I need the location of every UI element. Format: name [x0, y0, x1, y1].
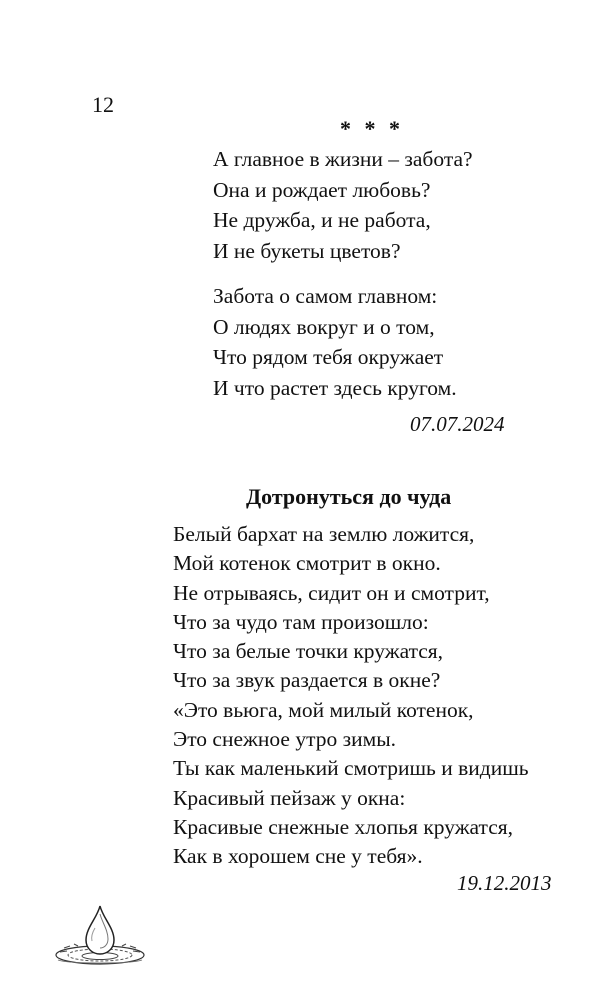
- poem-line: Что рядом тебя окружает: [213, 345, 444, 369]
- poem-line: Что за чудо там произошло:: [173, 609, 429, 634]
- poem-line: Красивые снежные хлопья кружатся,: [173, 814, 514, 839]
- poem-1-date: 07.07.2024: [410, 412, 505, 436]
- drop-emblem-icon: [50, 900, 150, 970]
- poem-2-body: [173, 520, 529, 872]
- poem-1-stanza-1: [213, 144, 473, 266]
- poem-line: Как в хорошем сне у тебя».: [173, 844, 423, 869]
- poem-line: И что растет здесь кругом.: [213, 375, 457, 400]
- poem-2-title: Дотронуться до чуда: [246, 484, 452, 509]
- poem-line: Не дружба, и не работа,: [213, 208, 431, 232]
- poem-1-stanza-2: [213, 281, 457, 403]
- poem-line: А главное в жизни – забота?: [213, 147, 473, 171]
- poem-line: Красивый пейзаж у окна:: [173, 785, 406, 810]
- poem-line: И не букеты цветов?: [213, 238, 401, 263]
- poem-line: «Это вьюга, мой милый котенок,: [173, 697, 474, 722]
- poem-line: О людях вокруг и о том,: [213, 314, 435, 339]
- poem-line: Забота о самом главном:: [213, 284, 438, 308]
- poem-line: Что за белые точки кружатся,: [173, 639, 444, 664]
- poem-line: Мой котенок смотрит в окно.: [173, 551, 441, 576]
- poem-line: Белый бархат на землю ложится,: [173, 522, 475, 546]
- poem-line: Она и рождает любовь?: [213, 177, 431, 202]
- poem-line: Не отрываясь, сидит он и смотрит,: [173, 580, 490, 605]
- poem-line: Что за звук раздается в окне?: [173, 668, 441, 693]
- poem-line: Ты как маленький смотришь и видишь: [173, 756, 529, 781]
- poem-separator: * * *: [340, 116, 404, 141]
- poem-2-date: 19.12.2013: [457, 871, 552, 895]
- page-number: 12: [92, 92, 114, 117]
- poem-line: Это снежное утро зимы.: [173, 727, 397, 752]
